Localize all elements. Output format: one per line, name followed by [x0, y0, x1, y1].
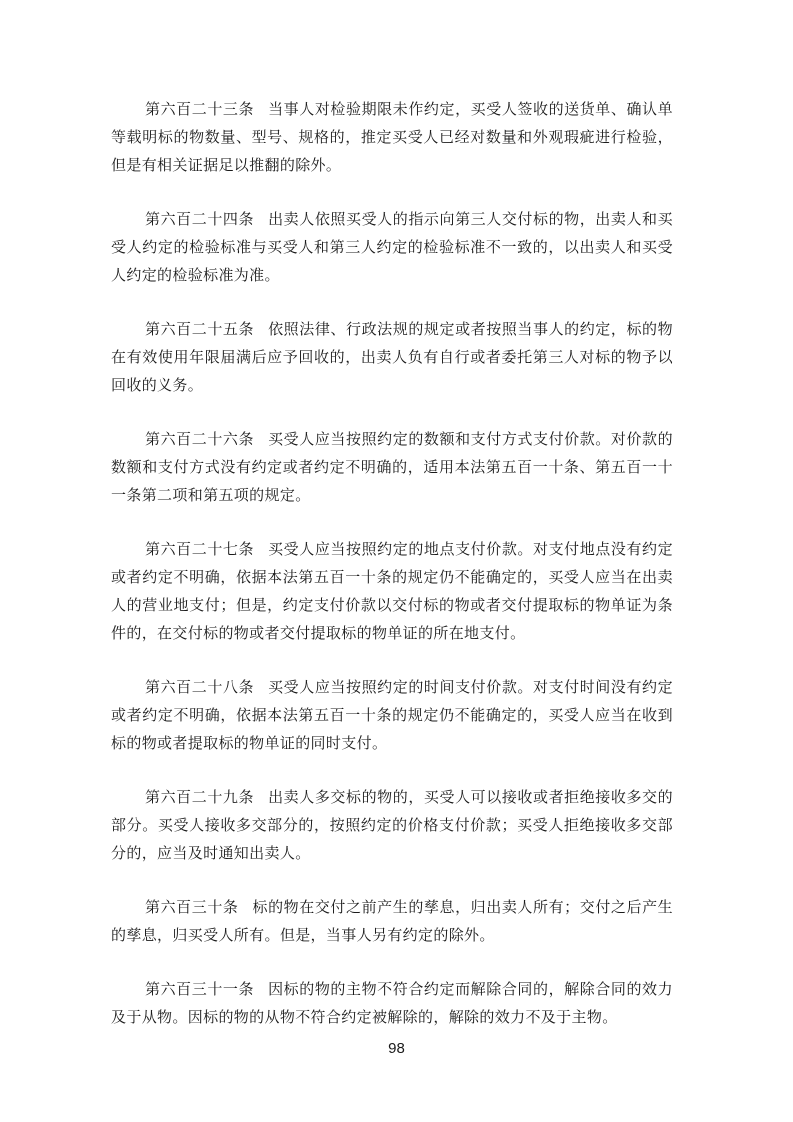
article-text: 因标的物的主物不符合约定而解除合同的，解除合同的效力及于从物。因标的物的从物不符合约定被解除的，解除的效力不及于主物。 — [111, 980, 673, 1026]
article-number: 第六百二十七条 — [145, 540, 255, 558]
page-number: 98 — [388, 1040, 405, 1057]
article-number: 第六百三十一条 — [145, 980, 255, 998]
article-number: 第六百二十三条 — [145, 100, 255, 118]
article-number: 第六百三十条 — [145, 898, 239, 916]
article-624 — [111, 205, 673, 289]
article-text: 出卖人多交标的物的，买受人可以接收或者拒绝接收多交的部分。买受人接收多交部分的，按照约定的价格支付价款；买受人拒绝接收多交部分的，应当及时通知出卖人。 — [111, 788, 673, 862]
article-number: 第六百二十八条 — [145, 678, 255, 696]
article-text: 买受人应当按照约定的数额和支付方式支付价款。对价款的数额和支付方式没有约定或者约定不明确的，适用本法第五百一十条、第五百一十一条第二项和第五项的规定。 — [111, 430, 673, 504]
article-number: 第六百二十五条 — [145, 320, 255, 338]
article-626 — [111, 425, 673, 509]
article-number: 第六百二十四条 — [145, 210, 255, 228]
article-628 — [111, 673, 673, 757]
article-text: 买受人应当按照约定的时间支付价款。对支付时间没有约定或者约定不明确，依据本法第五百一十条的规定仍不能确定的，买受人应当在收到标的物或者提取标的物单证的同时支付。 — [111, 678, 673, 752]
article-630 — [111, 893, 673, 949]
article-number: 第六百二十九条 — [145, 788, 255, 806]
article-list — [111, 95, 673, 1057]
article-text: 出卖人依照买受人的指示向第三人交付标的物，出卖人和买受人约定的检验标准与买受人和第三人约定的检验标准不一致的，以出卖人和买受人约定的检验标准为准。 — [111, 210, 673, 284]
article-623 — [111, 95, 673, 179]
article-text: 买受人应当按照约定的地点支付价款。对支付地点没有约定或者约定不明确，依据本法第五百一十条的规定仍不能确定的，买受人应当在出卖人的营业地支付；但是，约定支付价款以交付标的物或者交付提取标的物单证为条件的，在交付标的物或者交付提取标的物单证的所在地支付。 — [111, 540, 673, 642]
article-631 — [111, 975, 673, 1031]
article-text: 当事人对检验期限未作约定，买受人签收的送货单、确认单等载明标的物数量、型号、规格的，推定买受人已经对数量和外观瑕疵进行检验，但是有相关证据足以推翻的除外。 — [111, 100, 673, 174]
article-text: 标的物在交付之前产生的孳息，归出卖人所有；交付之后产生的孳息，归买受人所有。但是，当事人另有约定的除外。 — [111, 898, 673, 944]
article-text: 依照法律、行政法规的规定或者按照当事人的约定，标的物在有效使用年限届满后应予回收的，出卖人负有自行或者委托第三人对标的物予以回收的义务。 — [111, 320, 673, 394]
article-627 — [111, 535, 673, 647]
article-625 — [111, 315, 673, 399]
article-629 — [111, 783, 673, 867]
article-number: 第六百二十六条 — [145, 430, 255, 448]
